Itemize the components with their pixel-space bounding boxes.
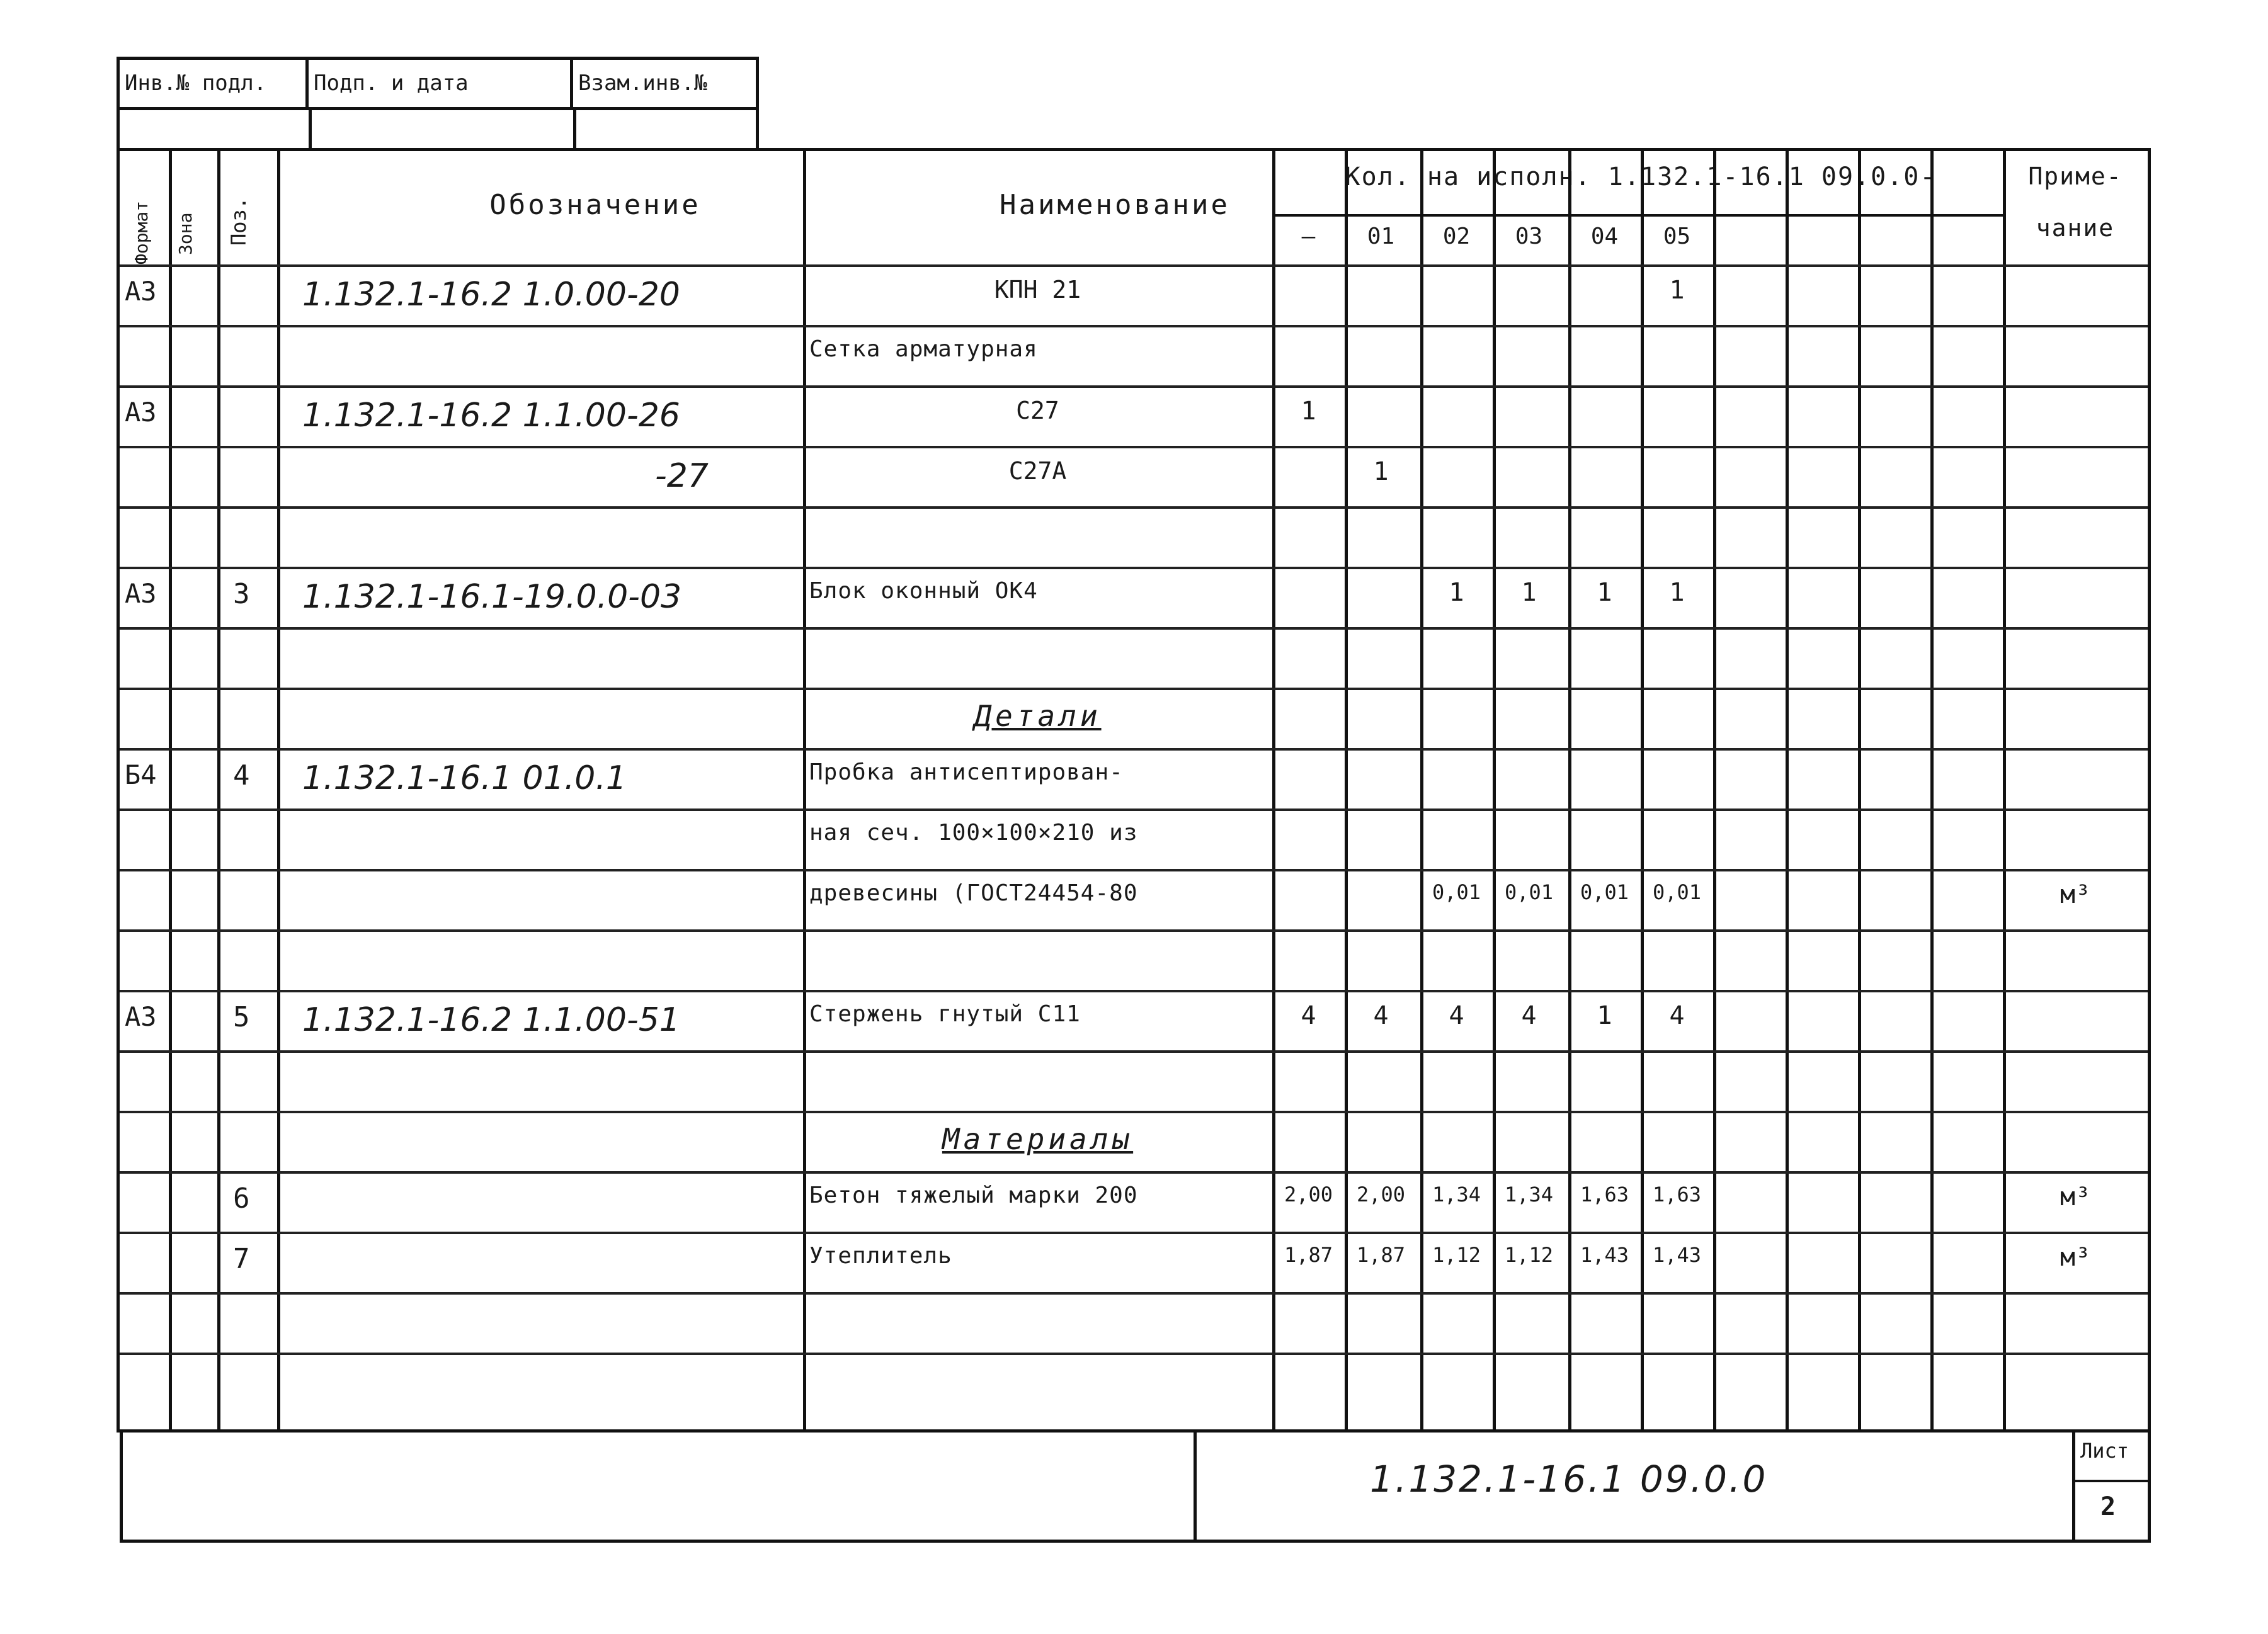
cell-quantity: 1,12: [1432, 1243, 1481, 1267]
stamp-divider-sheet-h: [2072, 1480, 2151, 1482]
cell-quantity: 1,87: [1356, 1243, 1406, 1267]
vzam-inv-label: Взам.инв.№: [578, 71, 707, 96]
stamp-divider: [1194, 1429, 1197, 1540]
column-divider: [1641, 151, 1644, 1429]
variant-header-divider: [1272, 214, 2003, 217]
column-divider: [169, 151, 172, 1429]
cell-quantity: 4: [1521, 1001, 1537, 1030]
cell-quantity: 1,12: [1504, 1243, 1554, 1267]
cell-quantity: 1: [1597, 578, 1612, 607]
cell-poz: 5: [233, 1001, 250, 1033]
variant-header-cell: —: [1301, 224, 1316, 249]
row-divider: [120, 990, 2148, 992]
row-divider: [120, 1232, 2148, 1234]
row-divider: [120, 506, 2148, 509]
column-divider: [1272, 151, 1275, 1429]
cell-oboznachenie: 1.132.1-16.2 1.0.00-20: [302, 276, 680, 314]
cell-quantity: 1,43: [1652, 1243, 1702, 1267]
cell-quantity: 1: [1521, 578, 1537, 607]
cell-naimenovanie: ная сеч. 100×100×210 из: [809, 820, 1138, 846]
title-block-divider: [120, 107, 756, 110]
row-divider: [120, 567, 2148, 569]
column-divider: [1858, 151, 1861, 1429]
row-divider: [120, 385, 2148, 388]
cell-quantity: 4: [1669, 1001, 1685, 1030]
cell-section-heading: Детали: [974, 699, 1102, 733]
header-format: Формат: [131, 200, 152, 264]
podp-data-label: Подп. и дата: [309, 60, 573, 107]
column-divider: [803, 151, 806, 1429]
stamp-divider-sheet: [2072, 1429, 2075, 1540]
variant-header-cell: 01: [1367, 224, 1395, 249]
cell-quantity: 1: [1669, 578, 1685, 607]
row-divider: [120, 1353, 2148, 1355]
row-divider: [120, 325, 2148, 327]
cell-quantity: 2,00: [1356, 1183, 1406, 1206]
cell-naimenovanie: Бетон тяжелый марки 200: [809, 1183, 1138, 1208]
stamp-sheet-label: Лист: [2080, 1439, 2129, 1463]
header-naimenovanie: Наименование: [1000, 189, 1230, 221]
cell-primechanie: м³: [2060, 1183, 2091, 1211]
cell-poz: 4: [233, 759, 250, 791]
cell-naimenovanie: Сетка арматурная: [809, 336, 1038, 362]
cell-primechanie: м³: [2060, 880, 2091, 909]
sheet-stamp: [120, 1429, 2151, 1543]
column-divider: [2003, 151, 2006, 1429]
variant-header-cell: 05: [1663, 224, 1691, 249]
cell-format: А3: [125, 578, 157, 609]
stamp-sheet-number: 2: [2100, 1492, 2116, 1521]
cell-quantity: 1,87: [1284, 1243, 1333, 1267]
row-divider: [120, 1050, 2148, 1053]
column-divider: [217, 151, 220, 1429]
header-kol-na-ispoln: Кол. на исполн. 1.132.1-16.1 09.0.0-: [1345, 162, 1937, 191]
cell-oboznachenie: 1.132.1-16.1 01.0.1: [302, 759, 627, 797]
cell-quantity: 1,63: [1652, 1183, 1702, 1206]
row-divider: [120, 1171, 2148, 1174]
cell-poz: 7: [233, 1243, 250, 1275]
cell-quantity: 1,34: [1504, 1183, 1554, 1206]
cell-format: А3: [125, 1001, 157, 1032]
cell-section-heading: Материалы: [942, 1122, 1134, 1156]
cell-naimenovanie: Стержень гнутый С11: [809, 1001, 1081, 1027]
row-divider: [120, 688, 2148, 690]
header-zona: Зона: [175, 212, 196, 255]
stamp-designation: 1.132.1-16.1 09.0.0: [1370, 1458, 1768, 1501]
row-divider: [120, 748, 2148, 751]
column-divider: [1713, 151, 1716, 1429]
header-oboznachenie: Обозначение: [489, 189, 701, 221]
cell-format: А3: [125, 276, 157, 307]
cell-quantity: 1: [1597, 1001, 1612, 1030]
row-divider: [120, 627, 2148, 630]
header-poz: Поз.: [227, 196, 251, 246]
cell-quantity: 0,01: [1652, 880, 1702, 904]
title-block-divider-v2: [573, 107, 576, 151]
variant-header-cell: 04: [1590, 224, 1619, 249]
cell-oboznachenie: 1.132.1-16.2 1.1.00-51: [302, 1001, 680, 1039]
header-primechanie-2: чание: [2036, 214, 2115, 242]
inv-podl-label: Инв.№ подл.: [120, 60, 309, 107]
cell-quantity: 1: [1373, 457, 1389, 486]
row-divider: [120, 808, 2148, 811]
cell-naimenovanie: Пробка антисептирован-: [809, 759, 1124, 785]
cell-oboznachenie: 1.132.1-16.2 1.1.00-26: [302, 397, 680, 434]
column-divider: [1345, 151, 1348, 1429]
cell-quantity: 4: [1301, 1001, 1316, 1030]
header-primechanie-1: Приме-: [2028, 162, 2123, 190]
cell-quantity: 1,34: [1432, 1183, 1481, 1206]
cell-naimenovanie: С27: [1016, 397, 1059, 424]
cell-oboznachenie: -27: [655, 457, 709, 495]
column-divider: [277, 151, 280, 1429]
cell-primechanie: м³: [2060, 1243, 2091, 1272]
cell-quantity: 1,43: [1580, 1243, 1629, 1267]
cell-quantity: 1: [1669, 276, 1685, 305]
cell-quantity: 0,01: [1504, 880, 1554, 904]
row-divider: [120, 1292, 2148, 1295]
cell-format: Б4: [125, 759, 157, 790]
column-divider: [1786, 151, 1789, 1429]
cell-quantity: 4: [1373, 1001, 1389, 1030]
row-divider: [120, 929, 2148, 932]
cell-quantity: 0,01: [1432, 880, 1481, 904]
cell-quantity: 4: [1449, 1001, 1464, 1030]
cell-naimenovanie: КПН 21: [994, 276, 1081, 304]
column-divider: [1420, 151, 1423, 1429]
specification-table: [117, 148, 2151, 1433]
row-divider: [120, 446, 2148, 448]
cell-naimenovanie: древесины (ГОСТ24454-80: [809, 880, 1138, 906]
variant-header-cell: 02: [1442, 224, 1471, 249]
variant-header-cell: 03: [1515, 224, 1543, 249]
cell-quantity: 1: [1449, 578, 1464, 607]
row-divider: [120, 869, 2148, 871]
cell-naimenovanie: Блок оконный ОК4: [809, 578, 1038, 604]
cell-naimenovanie: Утеплитель: [809, 1243, 952, 1269]
column-divider: [1493, 151, 1496, 1429]
cell-quantity: 2,00: [1284, 1183, 1333, 1206]
row-divider: [120, 1111, 2148, 1113]
cell-quantity: 0,01: [1580, 880, 1629, 904]
cell-oboznachenie: 1.132.1-16.1-19.0.0-03: [302, 578, 682, 616]
cell-poz: 3: [233, 578, 250, 610]
cell-naimenovanie: С27А: [1008, 457, 1067, 485]
cell-poz: 6: [233, 1183, 250, 1215]
cell-quantity: 1: [1301, 397, 1316, 426]
column-divider: [1930, 151, 1934, 1429]
title-block: [117, 57, 759, 151]
title-block-divider-v1: [309, 107, 312, 151]
cell-format: А3: [125, 397, 157, 428]
cell-quantity: 1,63: [1580, 1183, 1629, 1206]
column-divider: [1568, 151, 1571, 1429]
row-divider: [120, 264, 2148, 267]
